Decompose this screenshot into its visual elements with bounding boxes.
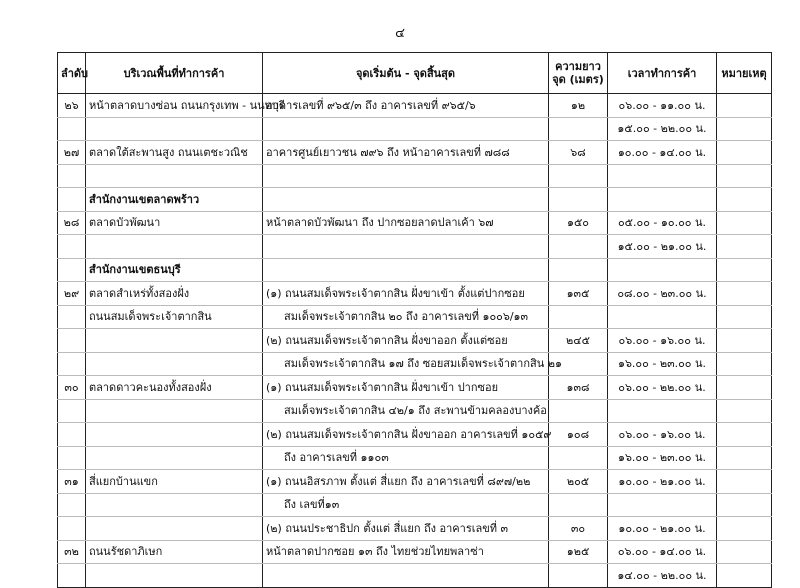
cell-time: ๑๕.๐๐ - ๒๑.๐๐ น. (608, 235, 717, 259)
cell-length (549, 305, 608, 329)
cell-start-end: (๑) ถนนสมเด็จพระเจ้าตากสิน ฝั่งขาเข้า ตั้งแต่ปากซอย (263, 282, 549, 306)
cell-area (86, 235, 263, 259)
cell-note (717, 399, 772, 423)
cell-no (58, 305, 86, 329)
cell-length: ๑๓๕ (549, 282, 608, 306)
cell-no (58, 188, 86, 212)
table-row (58, 540, 772, 564)
cell-length: ๒๐๕ (549, 470, 608, 494)
cell-time: ๐๖.๐๐ - ๑๑.๐๐ น. (608, 94, 717, 118)
cell-area (86, 117, 263, 141)
table-row (58, 446, 772, 470)
cell-area: ถนนสมเด็จพระเจ้าตากสิน (86, 305, 263, 329)
cell-length (549, 446, 608, 470)
cell-time (608, 399, 717, 423)
cell-area (86, 329, 263, 353)
cell-length (549, 399, 608, 423)
header-start-end: จุดเริ่มต้น - จุดสิ้นสุด (263, 53, 549, 94)
cell-text: สมเด็จพระเจ้าตากสิน ๑๗ ถึง ซอยสมเด็จพระเจ้าตากสิน ๒๑ (284, 357, 562, 371)
cell-text: สมเด็จพระเจ้าตากสิน ๒๐ ถึง อาคารเลขที่ ๑๐๐๖/๑๓ (284, 310, 529, 324)
cell-area (86, 164, 263, 188)
cell-length (549, 564, 608, 588)
table-row (58, 376, 772, 400)
cell-time: ๐๖.๐๐ - ๑๖.๐๐ น. (608, 329, 717, 353)
cell-area: ตลาดใต้สะพานสูง ถนนเตชะวณิช (86, 141, 263, 165)
cell-start-end (263, 352, 562, 376)
cell-note (717, 540, 772, 564)
cell-area: หน้าตลาดบางซ่อน ถนนกรุงเทพ - นนทบุรี (86, 94, 263, 118)
cell-area (86, 446, 263, 470)
cell-note (717, 258, 772, 282)
cell-length (549, 235, 608, 259)
page-number: ๔ (395, 26, 405, 41)
cell-area (86, 399, 263, 423)
table-row (58, 517, 772, 541)
cell-length: ๑๕๐ (549, 211, 608, 235)
table-row (58, 164, 772, 188)
cell-time: ๐๕.๐๐ - ๑๐.๐๐ น. (608, 211, 717, 235)
cell-start-end (263, 258, 549, 282)
cell-note (717, 117, 772, 141)
cell-time: ๑๖.๐๐ - ๒๓.๐๐ น. (608, 446, 717, 470)
cell-start-end: หน้าตลาดปากซอย ๑๓ ถึง ไทยช่วยไทยพลาซ่า (263, 540, 549, 564)
table-row (58, 564, 772, 588)
cell-start-end: (๑) ถนนสมเด็จพระเจ้าตากสิน ฝั่งขาเข้า ปากซอย (263, 376, 549, 400)
cell-time: ๑๐.๐๐ - ๑๔.๐๐ น. (608, 141, 717, 165)
cell-note (717, 493, 772, 517)
cell-note (717, 446, 772, 470)
cell-time: ๑๖.๐๐ - ๒๓.๐๐ น. (608, 352, 717, 376)
cell-note (717, 94, 772, 118)
cell-time (608, 305, 717, 329)
cell-time: ๐๖.๐๐ - ๒๒.๐๐ น. (608, 376, 717, 400)
cell-no (58, 258, 86, 282)
cell-no (58, 517, 86, 541)
cell-no (58, 164, 86, 188)
cell-start-end (263, 164, 549, 188)
cell-note (717, 305, 772, 329)
table-row (58, 117, 772, 141)
table-row (58, 94, 772, 118)
cell-length (549, 188, 608, 212)
cell-start-end (263, 493, 549, 517)
cell-area (86, 423, 263, 447)
cell-start-end (263, 305, 549, 329)
header-time: เวลาทำการค้า (608, 53, 717, 94)
cell-area: ตลาดสำเหร่ทั้งสองฝั่ง (86, 282, 263, 306)
cell-start-end (263, 399, 549, 423)
cell-length: ๑๒๕ (549, 540, 608, 564)
cell-no (58, 446, 86, 470)
cell-start-end (263, 117, 549, 141)
cell-area: สำนักงานเขตลาดพร้าว (86, 188, 263, 212)
cell-area (86, 493, 263, 517)
cell-time: ๐๘.๐๐ - ๒๓.๐๐ น. (608, 282, 717, 306)
cell-time (608, 493, 717, 517)
cell-length: ๑๓๘ (549, 376, 608, 400)
cell-no: ๒๗ (58, 141, 86, 165)
cell-area: ตลาดบัวพัฒนา (86, 211, 263, 235)
cell-length: ๑๒ (549, 94, 608, 118)
cell-no (58, 493, 86, 517)
cell-start-end: หน้าตลาดบัวพัฒนา ถึง ปากซอยลาดปลาเค้า ๖๗ (263, 211, 549, 235)
cell-area (86, 352, 263, 376)
table-row (58, 188, 772, 212)
table-row (58, 211, 772, 235)
table-row (58, 282, 772, 306)
cell-no: ๒๖ (58, 94, 86, 118)
table-row (58, 399, 772, 423)
cell-note (717, 141, 772, 165)
cell-start-end (263, 188, 549, 212)
cell-length: ๑๐๘ (549, 423, 608, 447)
table-row (58, 352, 772, 376)
cell-no (58, 329, 86, 353)
cell-area: สี่แยกบ้านแขก (86, 470, 263, 494)
cell-start-end: (๒) ถนนสมเด็จพระเจ้าตากสิน ฝั่งขาออก ตั้งแต่ซอย (263, 329, 549, 353)
table-row (58, 305, 772, 329)
cell-length (549, 164, 608, 188)
cell-area (86, 564, 263, 588)
header-area: บริเวณพื้นที่ทำการค้า (86, 53, 263, 94)
cell-no (58, 352, 86, 376)
cell-note (717, 164, 772, 188)
header-length: ความยาวจุด (เมตร) (549, 53, 608, 94)
table-row (58, 141, 772, 165)
cell-no: ๓๑ (58, 470, 86, 494)
cell-no: ๒๘ (58, 211, 86, 235)
cell-start-end (263, 446, 549, 470)
cell-no: ๒๙ (58, 282, 86, 306)
cell-no (58, 564, 86, 588)
table-row (58, 423, 772, 447)
cell-note (717, 188, 772, 212)
cell-note (717, 517, 772, 541)
cell-start-end: อาคารศูนย์เยาวชน ๗๙๖ ถึง หน้าอาคารเลขที่ ๗๘๘ (263, 141, 549, 165)
cell-note (717, 423, 772, 447)
cell-start-end (263, 564, 549, 588)
cell-note (717, 470, 772, 494)
cell-time: ๐๖.๐๐ - ๑๖.๐๐ น. (608, 423, 717, 447)
cell-text: ถึง เลขที่๑๓ (284, 498, 340, 512)
table-row (58, 235, 772, 259)
cell-note (717, 352, 772, 376)
cell-time: ๑๐.๐๐ - ๒๑.๐๐ น. (608, 517, 717, 541)
cell-length (549, 117, 608, 141)
table-row (58, 329, 772, 353)
cell-note (717, 282, 772, 306)
cell-start-end: อาคารเลขที่ ๙๖๕/๓ ถึง อาคารเลขที่ ๙๖๕/๖ (263, 94, 549, 118)
cell-note (717, 376, 772, 400)
table-row (58, 493, 772, 517)
cell-time (608, 258, 717, 282)
cell-area: ตลาดดาวคะนองทั้งสองฝั่ง (86, 376, 263, 400)
cell-text: ถึง อาคารเลขที่ ๑๑๐๓ (284, 451, 389, 465)
cell-time (608, 188, 717, 212)
header-row (58, 53, 772, 94)
cell-no (58, 117, 86, 141)
cell-length (549, 493, 608, 517)
cell-area (86, 517, 263, 541)
market-table (57, 52, 772, 588)
cell-length (549, 258, 608, 282)
cell-note (717, 564, 772, 588)
cell-start-end (263, 235, 549, 259)
cell-area: สำนักงานเขตธนบุรี (86, 258, 263, 282)
cell-no (58, 399, 86, 423)
cell-time: ๑๐.๐๐ - ๒๑.๐๐ น. (608, 470, 717, 494)
cell-time: ๑๔.๐๐ - ๒๒.๐๐ น. (608, 564, 717, 588)
header-no: ลำดับ (58, 53, 86, 94)
table-row (58, 470, 772, 494)
cell-no: ๓๐ (58, 376, 86, 400)
cell-time (608, 164, 717, 188)
cell-no (58, 235, 86, 259)
cell-area: ถนนรัชดาภิเษก (86, 540, 263, 564)
header-note: หมายเหตุ (717, 53, 772, 94)
cell-start-end: (๑) ถนนอิสรภาพ ตั้งแต่ สี่แยก ถึง อาคารเลขที่ ๘๙๗/๒๒ (263, 470, 549, 494)
cell-no (58, 423, 86, 447)
cell-no: ๓๒ (58, 540, 86, 564)
cell-start-end: (๒) ถนนประชาธิปก ตั้งแต่ สี่แยก ถึง อาคารเลขที่ ๓ (263, 517, 549, 541)
table-row (58, 258, 772, 282)
cell-start-end: (๒) ถนนสมเด็จพระเจ้าตากสิน ฝั่งขาออก อาคารเลขที่ ๑๐๕๙ (263, 423, 549, 447)
cell-length: ๖๘ (549, 141, 608, 165)
cell-length: ๓๐ (549, 517, 608, 541)
cell-note (717, 235, 772, 259)
cell-time: ๑๕.๐๐ - ๒๒.๐๐ น. (608, 117, 717, 141)
cell-note (717, 329, 772, 353)
cell-time: ๐๖.๐๐ - ๑๔.๐๐ น. (608, 540, 717, 564)
cell-length: ๒๔๕ (549, 329, 608, 353)
cell-note (717, 211, 772, 235)
cell-text: สมเด็จพระเจ้าตากสิน ๔๒/๑ ถึง สะพานข้ามคลองบางค้อ (284, 404, 547, 418)
